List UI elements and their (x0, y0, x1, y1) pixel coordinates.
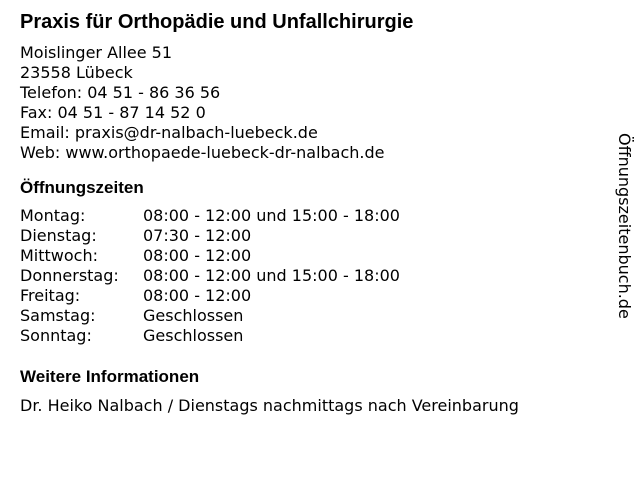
further-info-text: Dr. Heiko Nalbach / Dienstags nachmittags nach Vereinbarung (20, 396, 519, 415)
time-value: Geschlossen (143, 306, 244, 325)
time-value: 07:30 - 12:00 (143, 226, 252, 245)
hours-row-wednesday (20, 246, 600, 266)
fax-number: Fax: 04 51 - 87 14 52 0 (20, 103, 206, 122)
website-url: Web: www.orthopaede-luebeck-dr-nalbach.de (20, 143, 385, 162)
time-value: Geschlossen (143, 326, 244, 345)
day-label: Samstag: (20, 306, 96, 325)
time-value: 08:00 - 12:00 und 15:00 - 18:00 (143, 266, 400, 285)
site-watermark: Öffnungszeitenbuch.de (615, 133, 634, 319)
hours-row-tuesday (20, 226, 600, 246)
hours-row-saturday (20, 306, 600, 326)
day-label: Freitag: (20, 286, 81, 305)
hours-row-monday (20, 206, 600, 226)
day-label: Sonntag: (20, 326, 92, 345)
hours-row-sunday (20, 326, 600, 346)
hours-row-friday (20, 286, 600, 306)
hours-row-thursday (20, 266, 600, 286)
phone-number: Telefon: 04 51 - 86 36 56 (20, 83, 221, 102)
street-address: Moislinger Allee 51 (20, 43, 173, 62)
opening-hours-heading: Öffnungszeiten (20, 178, 144, 197)
practice-name: Praxis für Orthopädie und Unfallchirurgie (20, 11, 414, 33)
day-label: Mittwoch: (20, 246, 98, 265)
contact-block (20, 43, 600, 163)
practice-card (20, 10, 600, 416)
day-label: Montag: (20, 206, 86, 225)
day-label: Donnerstag: (20, 266, 119, 285)
city-postal-code: 23558 Lübeck (20, 63, 133, 82)
further-info-heading: Weitere Informationen (20, 367, 200, 386)
opening-hours-list (20, 206, 600, 346)
day-label: Dienstag: (20, 226, 97, 245)
time-value: 08:00 - 12:00 (143, 286, 252, 305)
time-value: 08:00 - 12:00 und 15:00 - 18:00 (143, 206, 400, 225)
time-value: 08:00 - 12:00 (143, 246, 252, 265)
email-address: Email: praxis@dr-nalbach-luebeck.de (20, 123, 318, 142)
